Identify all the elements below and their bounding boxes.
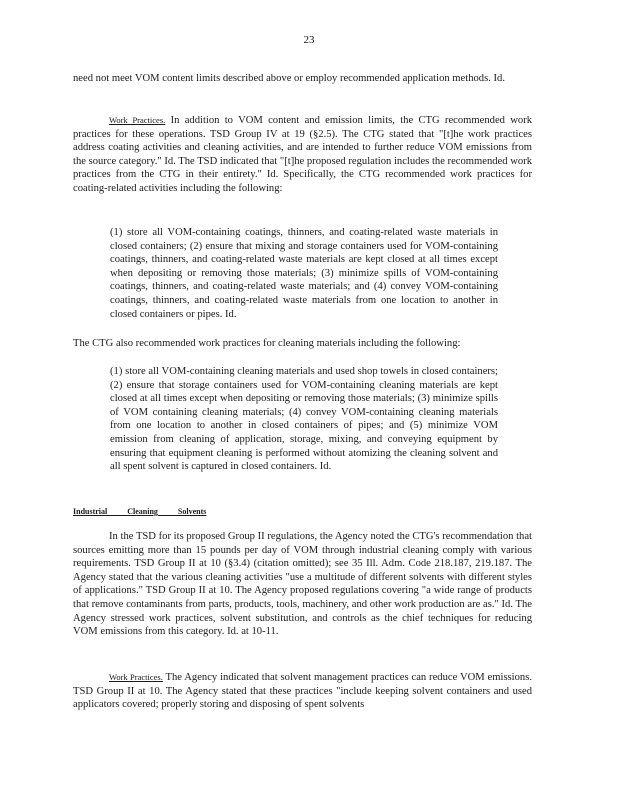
- section-heading-industrial-cleaning: Industrial Cleaning Solvents: [73, 507, 207, 516]
- block-quote-coating: (1) store all VOM-containing coatings, thinners, and coating-related waste materials in closed containers; (2) ensure that mixing and storage containers used for VOM-containing coatings, thinners, and coating-related waste materials are kept closed at all times except when depositing or removing those materials; (3) minimize spills of VOM-containing coatings, thinners, and coating-related waste materials; and (4) convey VOM-containing coatings, thinners, and coating-related waste materials from one location to another in closed containers or pipes. Id.: [110, 227, 498, 320]
- section-heading-work-practices: Work Practices.: [109, 115, 166, 125]
- paragraph-cleaning-intro: The CTG also recommended work practices for cleaning materials including the following:: [73, 338, 461, 349]
- section-heading-work-practices: Work Practices.: [109, 672, 163, 682]
- paragraph-work-practices-solvent: [73, 671, 532, 712]
- page-number: 23: [303, 34, 315, 46]
- paragraph-continued: need not meet VOM content limits described above or employ recommended application methods. Id.: [73, 73, 505, 84]
- paragraph-text: In addition to VOM content and emission limits, the CTG recommended work practices for these operations. TSD Group IV at 19 (§2.5). The CTG stated that "[t]he work practices address coating activities and cleaning activities, and are intended to further reduce VOM emissions from the source category." Id. The TSD indicated that "[t]he proposed regulation includes the recommended work practices from the CTG in their entirety." Id. Specifically, the CTG recommended work practices for coating-related activities including the following:: [73, 115, 533, 194]
- block-quote-cleaning: (1) store all VOM-containing cleaning materials and used shop towels in closed containers; (2) ensure that storage containers used for VOM-containing cleaning materials are kept closed at all times except when depositing or removing those materials; (3) minimize spills of VOM containing cleaning materials; (4) convey VOM-containing cleaning materials from one location to another in closed containers of pipes; and (5) minimize VOM emission from cleaning of application, storage, mixing, and conveying equipment by ensuring that equipment cleaning is performed without atomizing the cleaning solvent and all spent solvent is captured in closed containers. Id.: [110, 366, 498, 473]
- paragraph-industrial-cleaning: In the TSD for its proposed Group II regulations, the Agency noted the CTG's recommendation that sources emitting more than 15 pounds per day of VOM through industrial cleaning comply with various requirements. TSD Group II at 10 (§3.4) (citation omitted); see 35 Ill. Adm. Code 218.187, 219.187. The Agency stated that the various cleaning activities "use a multitude of different solvents with different styles of applications." TSD Group II at 10. The Agency proposed regulations covering "a wide range of products that remove contaminants from parts, products, tools, machinery, and other work production are as." Id. The Agency stressed work practices, solvent substitution, and controls as the chief techniques for reducing VOM emissions from this category. Id. at 10-11.: [73, 531, 532, 638]
- paragraph-work-practices-coating: [73, 114, 532, 196]
- paragraph-text: The Agency indicated that solvent management practices can reduce VOM emissions. TSD Group II at 10. The Agency stated that these practices "include keeping solvent containers and used applicators covered; properly storing and disposing of spent solvents: [73, 672, 532, 711]
